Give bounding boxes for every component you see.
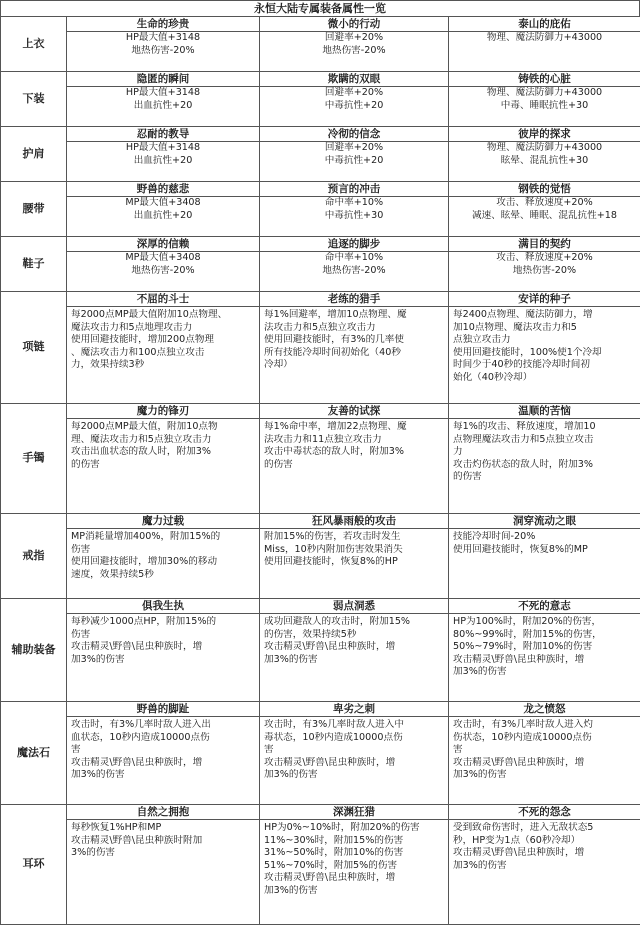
effect-line: 附加15%的伤害，若攻击时发生: [264, 531, 401, 542]
equipment-effect: [67, 307, 259, 372]
equipment-effect: [449, 529, 640, 556]
effect-line: 使用回避技能时，增加200点物理: [71, 334, 215, 345]
equipment-cell: [67, 805, 260, 925]
equipment-cell: [449, 805, 640, 925]
effect-line: 、魔法攻击力和100点独立攻击: [71, 346, 205, 358]
effect-line: 的伤害: [71, 458, 100, 470]
effect-line: 使用回避技能时，恢复8%的HP: [264, 556, 398, 567]
equipment-cell: [449, 17, 640, 72]
equipment-name: 欺瞒的双眼: [260, 72, 448, 87]
slot-label: 下装: [1, 72, 67, 127]
effect-line: 每秒减少1000点HP，附加15%的: [71, 616, 217, 627]
slot-label: 戒指: [1, 514, 67, 599]
equipment-cell: [449, 237, 640, 292]
equipment-row: [1, 514, 640, 599]
equipment-effect: [449, 307, 640, 384]
effect-line: 加3%的伤害: [264, 769, 318, 780]
equipment-effect: [260, 614, 448, 666]
equipment-cell: [449, 292, 640, 404]
equipment-cell: [260, 404, 449, 514]
equipment-name: 弱点洞悉: [260, 599, 448, 614]
effect-line: 命中率+10%: [324, 197, 384, 208]
equipment-cell: [67, 292, 260, 404]
effect-line: 中毒、睡眠抗性+30: [500, 99, 589, 111]
equipment-effect: [449, 197, 640, 222]
equipment-cell: [67, 404, 260, 514]
equipment-effect: [449, 419, 640, 484]
effect-line: 眩晕、混乱抗性+30: [500, 154, 589, 166]
equipment-row: [1, 702, 640, 805]
effect-line: 每2000点MP最大值，附加10点物: [71, 421, 218, 432]
equipment-name: 温顺的苦恼: [449, 404, 640, 419]
equipment-cell: [449, 182, 640, 237]
effect-line: 加3%的伤害: [264, 884, 318, 896]
equipment-cell: [260, 292, 449, 404]
equipment-cell: [67, 17, 260, 72]
equipment-name: 洞穿流动之眼: [449, 514, 640, 529]
equipment-table: [0, 16, 640, 925]
effect-line: 使用回避技能时，有3%的几率使: [264, 334, 404, 345]
effect-line: 加3%的伤害: [453, 769, 507, 780]
equipment-name: 冷彻的信念: [260, 127, 448, 142]
equipment-effect: [449, 32, 640, 45]
effect-line: 物理、魔法防御力+43000: [486, 142, 603, 153]
effect-line: 每1%回避率，增加10点物理、魔: [264, 309, 407, 320]
effect-line: 出血抗性+20: [133, 154, 193, 166]
equipment-name: 深渊狂猎: [260, 805, 448, 820]
effect-line: 物理、魔法防御力+43000: [486, 87, 603, 98]
effect-line: 攻击精灵\野兽\昆虫种族时，增: [71, 756, 203, 768]
effect-line: 攻击时，有3%几率时敌人进入出: [71, 719, 211, 730]
effect-line: 的伤害: [453, 471, 482, 482]
equipment-cell: [449, 72, 640, 127]
effect-line: 中毒抗性+20: [324, 99, 384, 111]
slot-label: 耳环: [1, 805, 67, 925]
effect-line: 每1%的攻击、释放速度，增加10: [453, 421, 596, 432]
effect-line: 血状态，10秒内造成10000点伤: [71, 731, 210, 743]
equipment-name: 俱我生执: [67, 599, 259, 614]
equipment-name: 彼岸的探求: [449, 127, 640, 142]
effect-line: 法攻击力和11点独立攻击力: [264, 433, 382, 445]
equipment-effect: [260, 820, 448, 897]
equipment-name: 野兽的脚趾: [67, 702, 259, 717]
effect-line: 魔法攻击力和5点地理攻击力: [71, 321, 193, 333]
equipment-row: [1, 182, 640, 237]
equipment-effect: [260, 197, 448, 222]
effect-line: MP最大值+3408: [125, 252, 201, 263]
effect-line: 加3%的伤害: [71, 653, 125, 665]
equipment-name: 安详的种子: [449, 292, 640, 307]
equipment-effect: [260, 307, 448, 372]
effect-line: HP最大值+3148: [125, 142, 201, 153]
equipment-effect: [67, 252, 259, 277]
equipment-effect: [67, 197, 259, 222]
equipment-cell: [449, 514, 640, 599]
equipment-cell: [260, 182, 449, 237]
effect-line: 3%的伤害: [71, 847, 116, 858]
equipment-name: 龙之愤怒: [449, 702, 640, 717]
effect-line: 点物理魔法攻击力和5点独立攻击: [453, 433, 594, 445]
equipment-name: 不死的意志: [449, 599, 640, 614]
equipment-cell: [67, 237, 260, 292]
equipment-effect: [67, 820, 259, 860]
effect-line: 攻击、释放速度+20%: [496, 252, 593, 263]
equipment-name: 友善的试探: [260, 404, 448, 419]
effect-line: HP最大值+3148: [125, 32, 201, 43]
effect-line: 力: [453, 446, 463, 457]
effect-line: 伤状态，10秒内造成10000点伤: [453, 731, 592, 743]
equipment-row: [1, 72, 640, 127]
equipment-row: [1, 17, 640, 72]
equipment-name: 魔力的锋刃: [67, 404, 259, 419]
equipment-cell: [67, 702, 260, 805]
equipment-name: 忍耐的教导: [67, 127, 259, 142]
effect-line: 攻击出血状态的敌人时，附加3%: [71, 446, 211, 457]
equipment-name: 深厚的信赖: [67, 237, 259, 252]
sheet-title: 永恒大陆专属装备属性一览: [0, 0, 640, 16]
equipment-cell: [260, 702, 449, 805]
effect-line: 伤害: [71, 628, 91, 640]
equipment-name: 老练的猎手: [260, 292, 448, 307]
effect-line: 地热伤害-20%: [131, 44, 195, 56]
equipment-name: 卑劣之刺: [260, 702, 448, 717]
effect-line: Miss，10秒内附加伤害效果消失: [264, 543, 403, 555]
equipment-cell: [260, 805, 449, 925]
equipment-effect: [449, 87, 640, 112]
effect-line: 攻击中毒状态的敌人时，附加3%: [264, 446, 404, 457]
equipment-effect: [260, 142, 448, 167]
effect-line: MP消耗量增加400%，附加15%的: [71, 531, 221, 542]
equipment-name: 不屈的斗士: [67, 292, 259, 307]
equipment-name: 泰山的庇佑: [449, 17, 640, 32]
effect-line: HP最大值+3148: [125, 87, 201, 98]
equipment-row: [1, 292, 640, 404]
slot-label: 项链: [1, 292, 67, 404]
effect-line: HP为100%时，附加20%的伤害，: [453, 616, 602, 627]
equipment-effect: [260, 252, 448, 277]
effect-line: 地热伤害-20%: [322, 264, 386, 276]
effect-line: 每2000点MP最大值附加10点物理、: [71, 309, 228, 320]
equipment-effect: [449, 614, 640, 679]
effect-line: 力，效果持续3秒: [71, 359, 145, 370]
equipment-name: 追逐的脚步: [260, 237, 448, 252]
equipment-cell: [67, 127, 260, 182]
equipment-cell: [449, 599, 640, 702]
effect-line: 使用回避技能时，恢复8%的MP: [453, 543, 588, 555]
equipment-effect: [260, 87, 448, 112]
equipment-name: 自然之拥抱: [67, 805, 259, 820]
effect-line: 攻击精灵\野兽\昆虫种族时，增: [453, 847, 585, 858]
equipment-name: 野兽的慈悲: [67, 182, 259, 197]
effect-line: 法攻击力和5点独立攻击力: [264, 321, 376, 333]
effect-line: 攻击精灵\野兽\昆虫种族时，增: [453, 653, 585, 665]
effect-line: 害: [453, 744, 463, 755]
equipment-effect: [449, 820, 640, 872]
effect-line: 回避率+20%: [324, 32, 384, 43]
effect-line: 害: [71, 744, 81, 755]
equipment-name: 微小的行动: [260, 17, 448, 32]
effect-line: 物理、魔法防御力+43000: [486, 32, 603, 43]
equipment-row: [1, 127, 640, 182]
effect-line: 害: [264, 744, 274, 755]
effect-line: 点独立攻击力: [453, 334, 511, 345]
effect-line: 伤害: [71, 543, 91, 555]
equipment-cell: [260, 599, 449, 702]
equipment-cell: [449, 127, 640, 182]
effect-line: 速度，效果持续5秒: [71, 568, 154, 580]
equipment-row: [1, 805, 640, 925]
slot-label: 护肩: [1, 127, 67, 182]
equipment-cell: [67, 514, 260, 599]
slot-label: 魔法石: [1, 702, 67, 805]
equipment-cell: [260, 127, 449, 182]
equipment-effect: [260, 529, 448, 569]
effect-line: 所有技能冷却时间初始化（40秒: [264, 346, 401, 358]
effect-line: 的伤害，效果持续5秒: [264, 628, 357, 640]
equipment-effect: [67, 614, 259, 666]
effect-line: 回避率+20%: [324, 142, 384, 153]
effect-line: 加3%的伤害: [264, 653, 318, 665]
equipment-name: 狂风暴雨般的攻击: [260, 514, 448, 529]
equipment-cell: [67, 182, 260, 237]
effect-line: 攻击精灵\野兽\昆虫种族时，增: [264, 756, 396, 768]
effect-line: 中毒抗性+30: [324, 209, 384, 221]
effect-line: 加10点物理、魔法攻击力和5: [453, 321, 577, 333]
effect-line: 地热伤害-20%: [512, 264, 577, 276]
slot-label: 上衣: [1, 17, 67, 72]
effect-line: 秒，HP变为1点（60秒冷却）: [453, 834, 581, 846]
equipment-cell: [260, 17, 449, 72]
equipment-name: 魔力过载: [67, 514, 259, 529]
effect-line: 加3%的伤害: [453, 859, 507, 871]
equipment-row: [1, 599, 640, 702]
equipment-name: 铸铁的心脏: [449, 72, 640, 87]
effect-line: 中毒抗性+20: [324, 154, 384, 166]
effect-line: 出血抗性+20: [133, 99, 193, 111]
effect-line: 减速、眩晕、睡眠、混乱抗性+18: [472, 209, 617, 221]
equipment-effect: [67, 419, 259, 471]
equipment-effect: [260, 32, 448, 57]
equipment-effect: [67, 87, 259, 112]
equipment-effect: [449, 142, 640, 167]
equipment-name: 预言的冲击: [260, 182, 448, 197]
effect-line: 加3%的伤害: [71, 769, 125, 780]
slot-label: 鞋子: [1, 237, 67, 292]
equipment-cell: [449, 404, 640, 514]
effect-line: 的伤害: [264, 458, 293, 470]
slot-label: 手镯: [1, 404, 67, 514]
effect-line: 51%~70%时，附加5%的伤害: [264, 859, 398, 871]
equipment-name: 隐匿的瞬间: [67, 72, 259, 87]
slot-label: 腰带: [1, 182, 67, 237]
equipment-effect: [449, 252, 640, 277]
equipment-name: 钢铁的觉悟: [449, 182, 640, 197]
effect-line: 每2400点物理、魔法防御力，增: [453, 309, 593, 320]
effect-line: 成功回避敌人的攻击时，附加15%: [264, 616, 411, 627]
equipment-cell: [67, 72, 260, 127]
equipment-cell: [260, 237, 449, 292]
equipment-effect: [67, 717, 259, 782]
equipment-name: 不死的怨念: [449, 805, 640, 820]
effect-line: 11%~30%时，附加15%的伤害: [264, 834, 404, 846]
effect-line: 50%~79%时，附加10%的伤害: [453, 641, 593, 652]
effect-line: 使用回避技能时，增加30%的移动: [71, 556, 218, 567]
equipment-name: 满目的契约: [449, 237, 640, 252]
effect-line: 回避率+20%: [324, 87, 384, 98]
effect-line: 加3%的伤害: [453, 666, 507, 677]
effect-line: 攻击精灵\野兽\昆虫种族时，增: [453, 756, 585, 768]
effect-line: 毒状态，10秒内造成10000点伤: [264, 731, 403, 743]
effect-line: 攻击灼伤状态的敌人时，附加3%: [453, 458, 593, 470]
equipment-row: [1, 404, 640, 514]
equipment-cell: [449, 702, 640, 805]
slot-label: 辅助装备: [1, 599, 67, 702]
equipment-effect: [67, 529, 259, 581]
effect-line: 地热伤害-20%: [322, 44, 386, 56]
effect-line: 冷却）: [264, 359, 293, 370]
effect-line: 受到致命伤害时，进入无敌状态5: [453, 822, 594, 833]
equipment-name: 生命的珍贵: [67, 17, 259, 32]
effect-line: 攻击时，有3%几率时敌人进入中: [264, 719, 404, 730]
equipment-cell: [260, 72, 449, 127]
effect-line: HP为0%~10%时，附加20%的伤害: [264, 822, 420, 833]
effect-line: 攻击精灵\野兽\昆虫种族时附加: [71, 834, 203, 846]
equipment-effect: [260, 717, 448, 782]
effect-line: 使用回避技能时，100%使1个冷却: [453, 346, 602, 358]
effect-line: 攻击精灵\野兽\昆虫种族时，增: [264, 641, 396, 652]
effect-line: 攻击精灵\野兽\昆虫种族时，增: [264, 872, 396, 883]
effect-line: 始化（40秒冷却）: [453, 371, 533, 383]
effect-line: 时间少于40秒的技能冷却时间初: [453, 359, 590, 370]
equipment-cell: [67, 599, 260, 702]
effect-line: 每秒恢复1%HP和MP: [71, 822, 162, 833]
effect-line: 命中率+10%: [324, 252, 384, 263]
effect-line: 31%~50%时，附加10%的伤害: [264, 847, 404, 858]
equipment-effect: [67, 142, 259, 167]
effect-line: 出血抗性+20: [133, 209, 193, 221]
effect-line: 地热伤害-20%: [131, 264, 195, 276]
equipment-effect: [260, 419, 448, 471]
effect-line: 每1%命中率，增加22点物理、魔: [264, 421, 407, 432]
effect-line: 理、魔法攻击力和5点独立攻击力: [71, 433, 212, 445]
effect-line: 攻击精灵\野兽\昆虫种族时，增: [71, 641, 203, 652]
equipment-cell: [260, 514, 449, 599]
effect-line: 技能冷却时间-20%: [453, 531, 536, 542]
equipment-row: [1, 237, 640, 292]
equipment-effect: [67, 32, 259, 57]
effect-line: 80%~99%时，附加15%的伤害，: [453, 628, 602, 640]
effect-line: 攻击、释放速度+20%: [496, 197, 593, 208]
effect-line: MP最大值+3408: [125, 197, 201, 208]
equipment-effect: [449, 717, 640, 782]
effect-line: 攻击时，有3%几率时敌人进入灼: [453, 719, 593, 730]
